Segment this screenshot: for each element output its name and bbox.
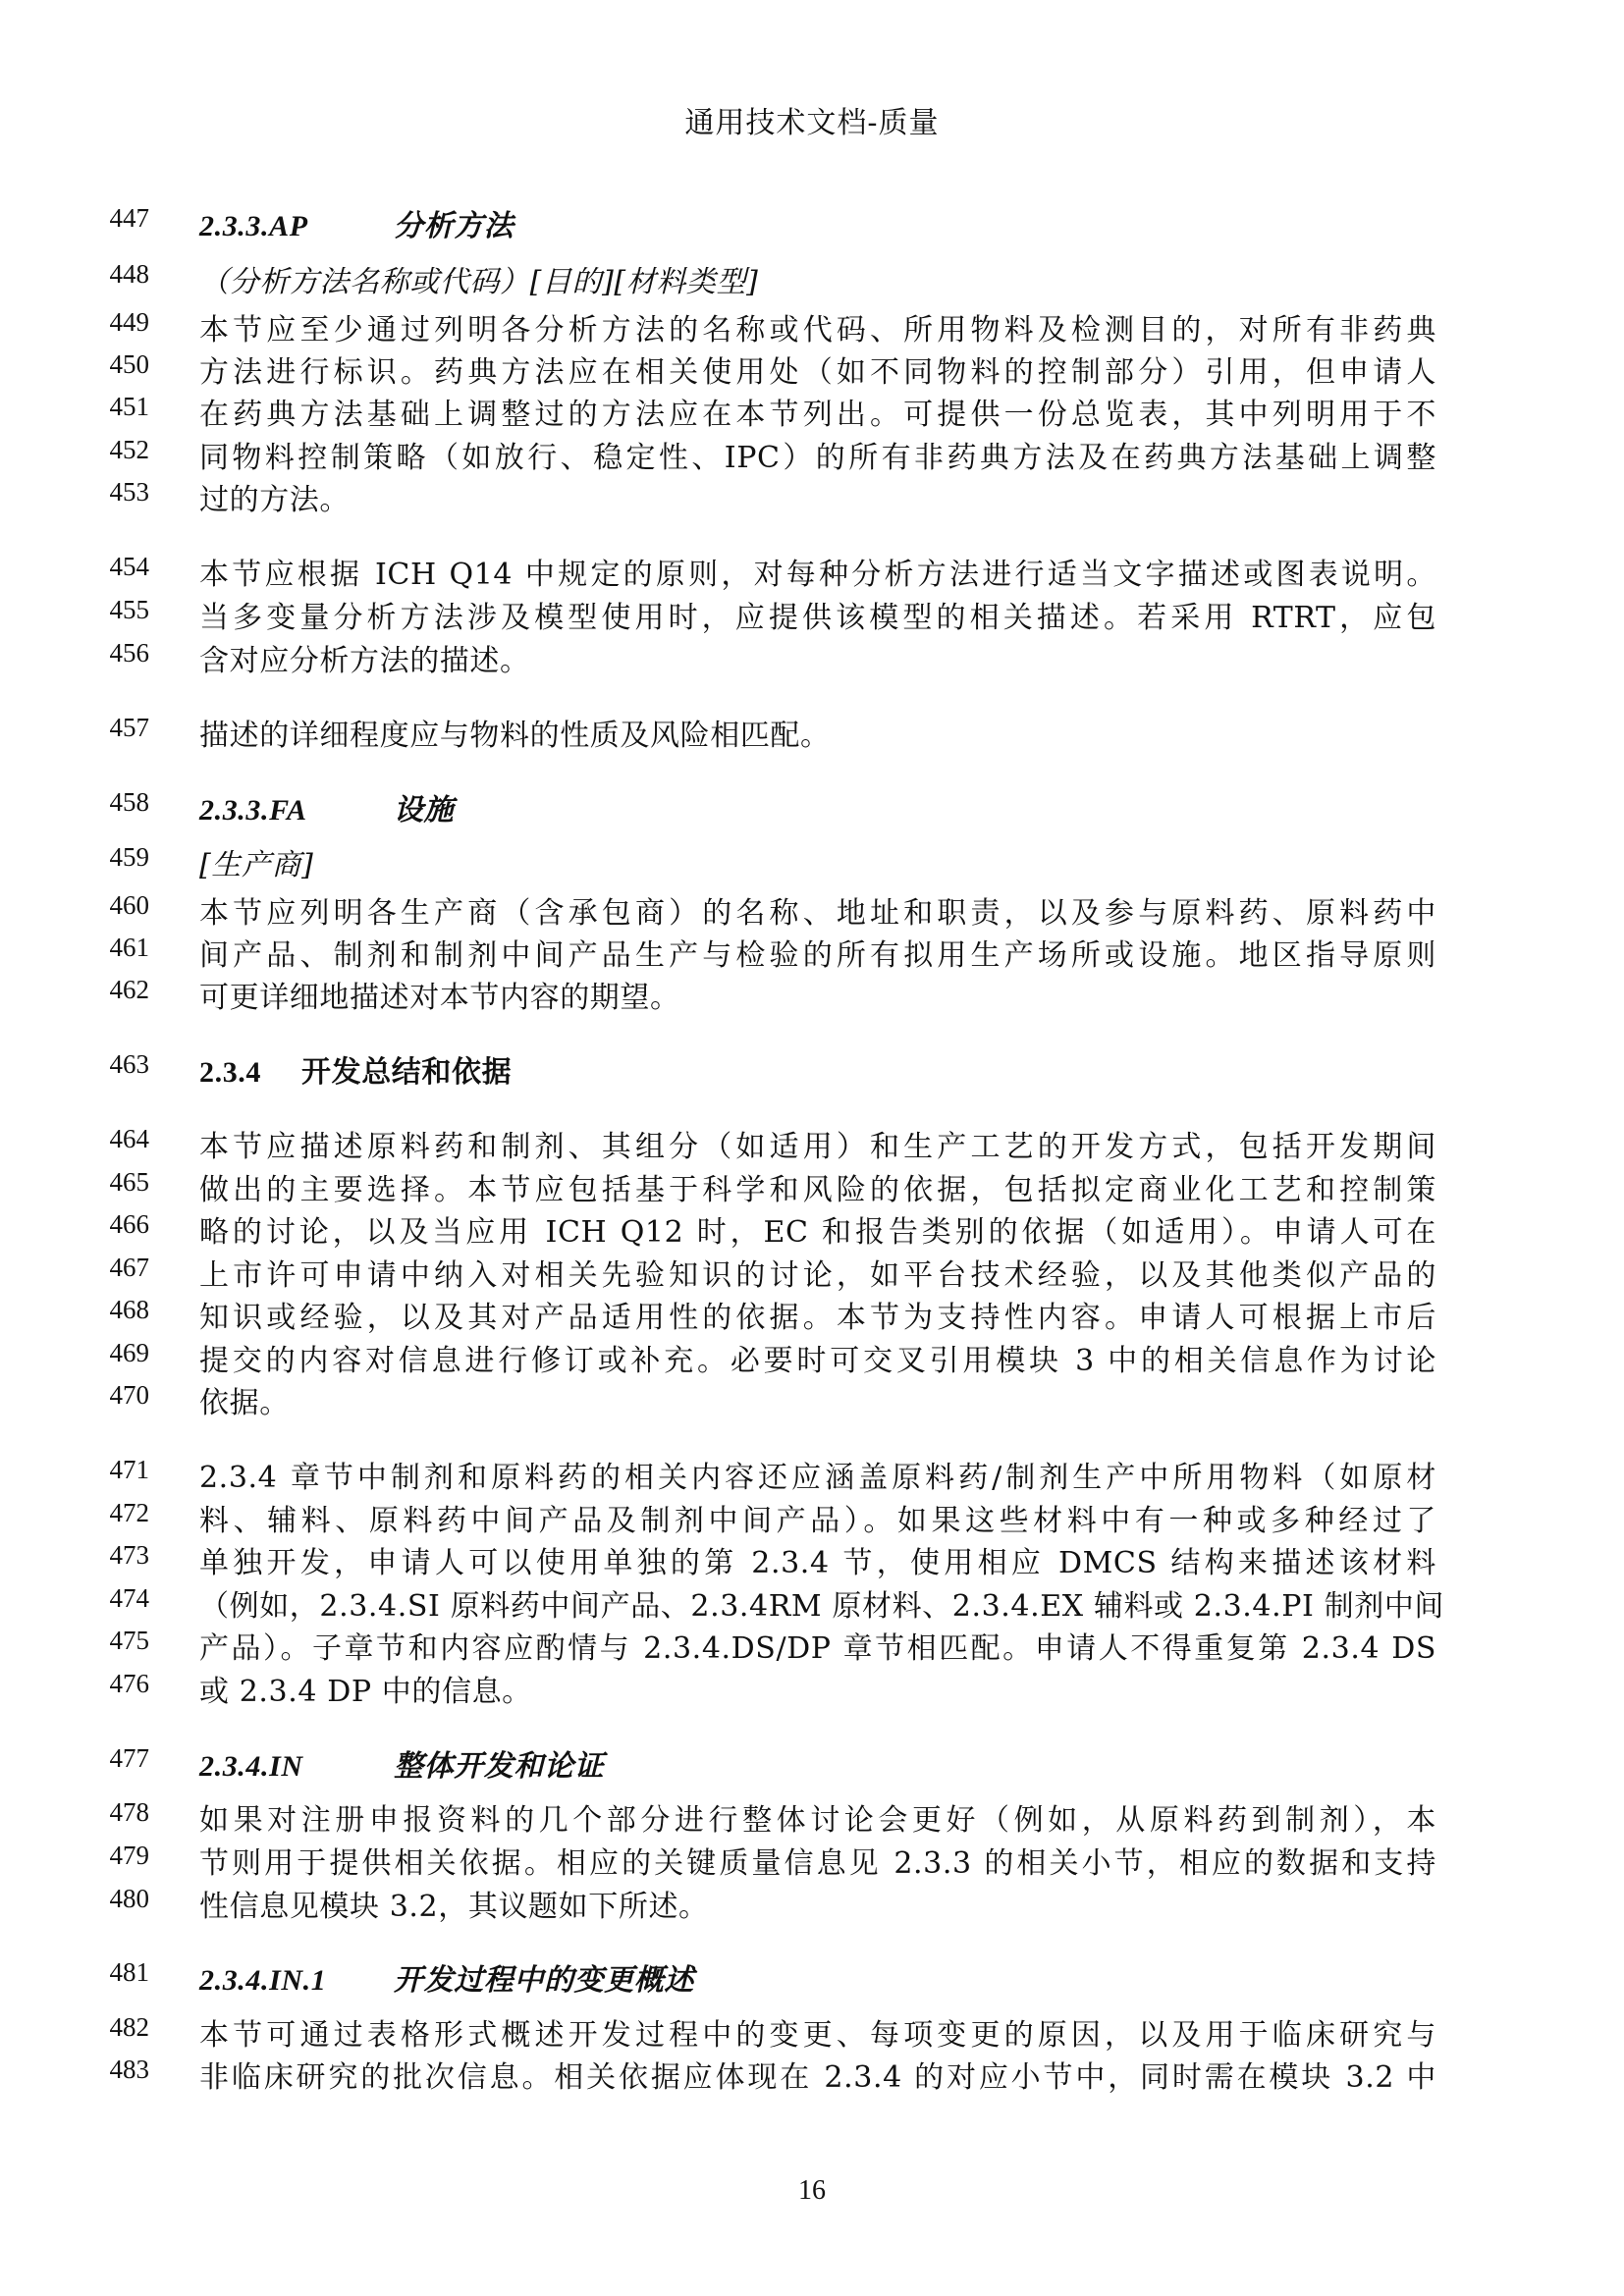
text-line: 含对应分析方法的描述。 (199, 644, 530, 678)
line-number: 467 (109, 1253, 149, 1282)
text-line: 同物料控制策略（如放行、稳定性、IPC）的所有非药典方法及在药典方法基础上调整 (199, 441, 1436, 475)
line-number: 453 (109, 477, 149, 507)
section-title: 设施 (394, 793, 455, 828)
section-heading (199, 1741, 1436, 1785)
text-line: 略的讨论，以及当应用 ICH Q12 时，EC 和报告类别的依据（如适用）。申请人可在 (199, 1215, 1436, 1250)
line-number: 465 (109, 1167, 149, 1197)
text-line: 非临床研究的批次信息。相关依据应体现在 2.3.4 的对应小节中，同时需在模块 3.2 中 (199, 2060, 1436, 2095)
text-line: 依据。 (199, 1386, 290, 1420)
text-line: 本节应至少通过列明各分析方法的名称或代码、所用物料及检测目的，对所有非药典 (199, 313, 1436, 347)
section-number: 2.3.4 (199, 1056, 261, 1089)
section-heading (199, 1047, 1436, 1091)
text-line: 单独开发，申请人可以使用单独的第 2.3.4 节，使用相应 DMCS 结构来描述该材料 (199, 1546, 1436, 1580)
line-number: 448 (109, 259, 149, 289)
text-line: 过的方法。 (199, 483, 350, 517)
line-number: 463 (109, 1049, 149, 1079)
line-number: 454 (109, 552, 149, 581)
text-line: 节则用于提供相关依据。相应的关键质量信息见 2.3.3 的相关小节，相应的数据和支持 (199, 1846, 1436, 1881)
line-number: 461 (109, 933, 149, 962)
line-number: 451 (109, 392, 149, 421)
text-line: （例如，2.3.4.SI 原料药中间产品、2.3.4RM 原材料、2.3.4.EX 辅料或 2.3.4.PI 制剂中间 (199, 1589, 1445, 1624)
line-number: 466 (109, 1209, 149, 1239)
text-line: 料、辅料、原料药中间产品及制剂中间产品）。如果这些材料中有一种或多种经过了 (199, 1504, 1436, 1538)
text-line: 在药典方法基础上调整过的方法应在本节列出。可提供一份总览表，其中列明用于不 (199, 398, 1436, 432)
section-title: 整体开发和论证 (394, 1749, 605, 1784)
section-title: 开发过程中的变更概述 (394, 1963, 694, 1998)
text-line: 可更详细地描述对本节内容的期望。 (199, 981, 680, 1015)
line-number: 479 (109, 1841, 149, 1870)
text-line: 2.3.4 章节中制剂和原料药的相关内容还应涵盖原料药/制剂生产中所用物料（如原材 (199, 1461, 1436, 1495)
section-number: 2.3.3.FA (199, 794, 307, 827)
text-line: 间产品、制剂和制剂中间产品生产与检验的所有拟用生产场所或设施。地区指导原则 (199, 938, 1436, 973)
line-number: 481 (109, 1957, 149, 1987)
text-line: 本节应列明各生产商（含承包商）的名称、地址和职责，以及参与原料药、原料药中 (199, 896, 1436, 931)
text-line: 描述的详细程度应与物料的性质及风险相匹配。 (199, 719, 831, 753)
line-number: 475 (109, 1626, 149, 1655)
line-number: 456 (109, 638, 149, 667)
text-line: 上市许可申请中纳入对相关先验知识的讨论，如平台技术经验，以及其他类似产品的 (199, 1258, 1436, 1293)
line-number: 452 (109, 435, 149, 464)
line-number: 449 (109, 307, 149, 337)
line-number: 462 (109, 975, 149, 1004)
line-number: 477 (109, 1743, 149, 1773)
section-heading (199, 785, 1436, 828)
page-header: 通用技术文档-质量 (684, 106, 940, 140)
text-line: 本节应根据 ICH Q14 中规定的原则，对每种分析方法进行适当文字描述或图表说明。 (199, 558, 1436, 592)
line-number: 464 (109, 1124, 149, 1153)
text-line: 如果对注册申报资料的几个部分进行整体讨论会更好（例如，从原料药到制剂），本 (199, 1803, 1436, 1838)
section-title: 开发总结和依据 (301, 1055, 513, 1090)
text-line: 性信息见模块 3.2，其议题如下所述。 (199, 1890, 709, 1924)
text-line: 知识或经验，以及其对产品适用性的依据。本节为支持性内容。申请人可根据上市后 (199, 1301, 1436, 1335)
line-number: 473 (109, 1540, 149, 1570)
text-line: 本节可通过表格形式概述开发过程中的变更、每项变更的原因，以及用于临床研究与 (199, 2018, 1436, 2053)
section-number: 2.3.4.IN.1 (199, 1964, 327, 1997)
line-number: 458 (109, 787, 149, 817)
line-number: 478 (109, 1797, 149, 1827)
line-number: 460 (109, 890, 149, 920)
text-line: 本节应描述原料药和制剂、其组分（如适用）和生产工艺的开发方式，包括开发期间 (199, 1130, 1436, 1164)
line-number: 483 (109, 2055, 149, 2084)
line-number: 459 (109, 842, 149, 872)
text-line: 产品）。子章节和内容应酌情与 2.3.4.DS/DP 章节相匹配。申请人不得重复第 2.3.4 DS (199, 1631, 1436, 1666)
line-number: 480 (109, 1884, 149, 1913)
text-line: 当多变量分析方法涉及模型使用时，应提供该模型的相关描述。若采用 RTRT，应包 (199, 601, 1436, 635)
section-heading (199, 1955, 1436, 1999)
section-number: 2.3.3.AP (199, 210, 308, 242)
page-number: 16 (798, 2175, 826, 2206)
text-line: 方法进行标识。药典方法应在相关使用处（如不同物料的控制部分）引用，但申请人 (199, 355, 1436, 390)
text-line: 或 2.3.4 DP 中的信息。 (199, 1675, 532, 1709)
section-subtitle: （分析方法名称或代码）[目的][材料类型] (199, 265, 759, 299)
line-number: 471 (109, 1455, 149, 1484)
line-number: 474 (109, 1583, 149, 1613)
line-number: 450 (109, 349, 149, 379)
line-number: 457 (109, 713, 149, 742)
line-number: 469 (109, 1338, 149, 1367)
section-number: 2.3.4.IN (199, 1750, 303, 1783)
text-line: 做出的主要选择。本节应包括基于科学和风险的依据，包括拟定商业化工艺和控制策 (199, 1173, 1436, 1207)
line-number: 470 (109, 1380, 149, 1410)
line-number: 447 (109, 203, 149, 233)
line-number: 482 (109, 2012, 149, 2042)
section-subtitle: [生产商] (199, 848, 314, 882)
line-number: 476 (109, 1669, 149, 1698)
section-title: 分析方法 (394, 209, 514, 243)
line-number: 472 (109, 1498, 149, 1527)
line-number: 455 (109, 595, 149, 624)
section-heading (199, 201, 1436, 244)
text-line: 提交的内容对信息进行修订或补充。必要时可交叉引用模块 3 中的相关信息作为讨论 (199, 1344, 1436, 1378)
line-number: 468 (109, 1295, 149, 1324)
